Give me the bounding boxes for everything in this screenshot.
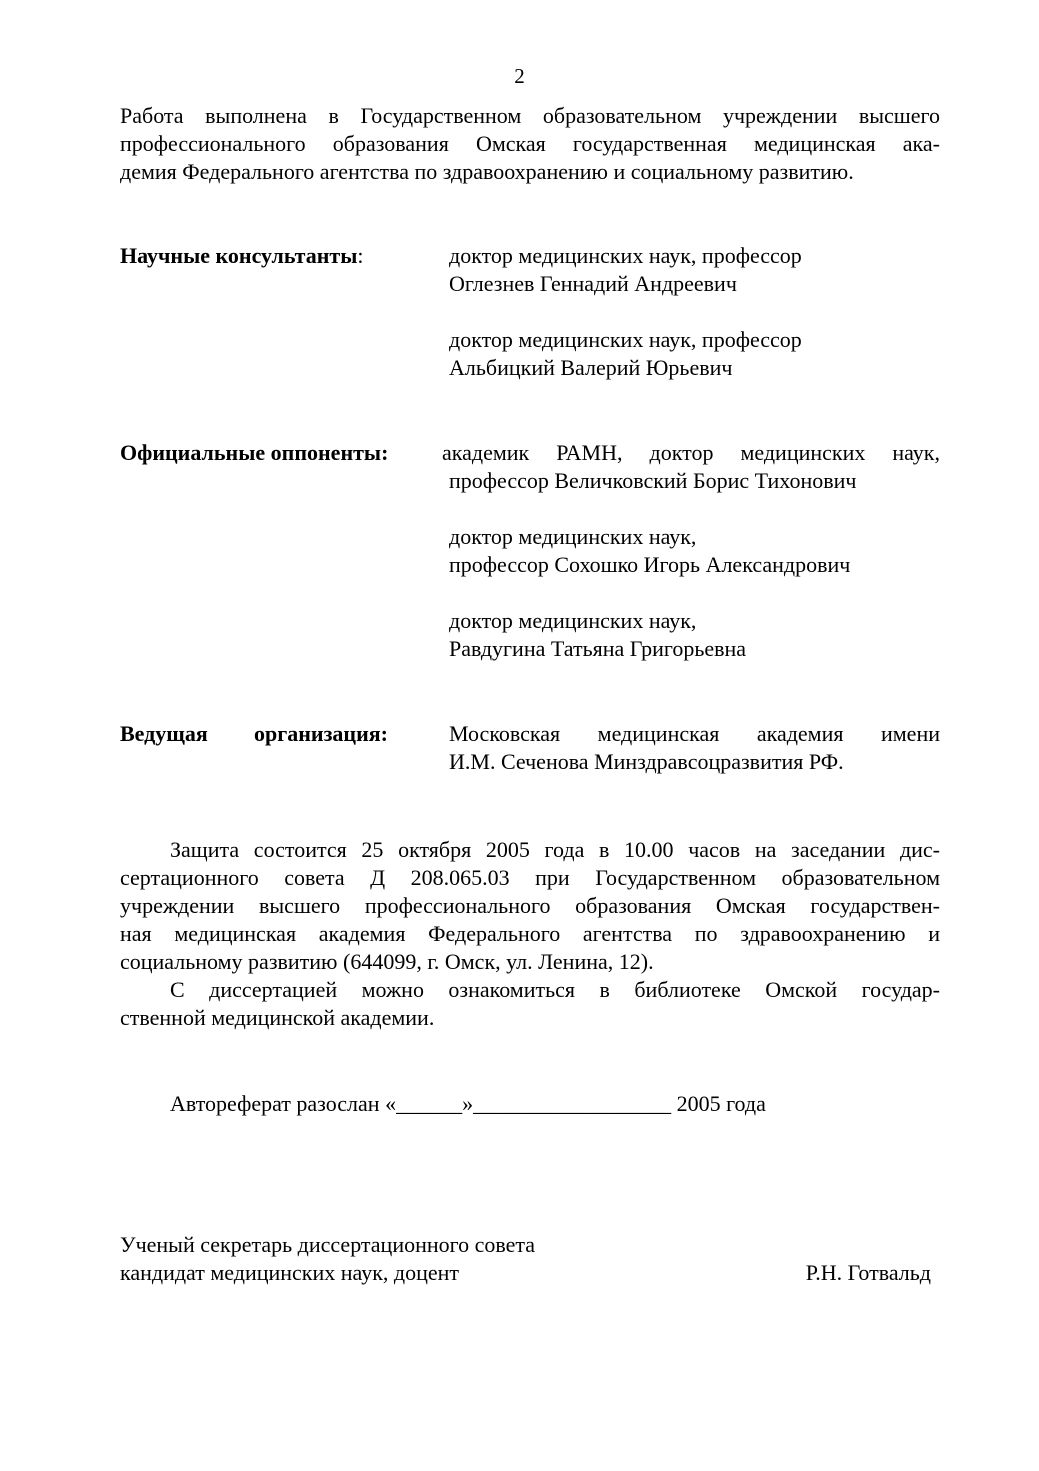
intro-line: профессионального образования Омская государственная медицинская ака- [120, 131, 940, 156]
consultants-label: Научные консультанты [120, 243, 358, 268]
consultant-name: Оглезнев Геннадий Андреевич [449, 271, 737, 296]
opponent-degree: доктор медицинских наук, [449, 608, 697, 633]
defense-line: Защита состоится 25 октября 2005 года в 10.00 часов на заседании дис- [170, 837, 940, 862]
leading-org-label: Ведущая организация: [120, 721, 388, 746]
opponents-first-row [120, 439, 940, 467]
defense-paragraph [120, 836, 940, 1032]
opponent-entry [449, 467, 940, 495]
mailed-line: Автореферат разослан «______»__________________ 2005 года [170, 1091, 766, 1116]
consultant-entry [449, 326, 940, 382]
opponent-name: профессор Величковский Борис Тихонович [449, 468, 857, 493]
library-line: С диссертацией можно ознакомиться в библиотеке Омской государ- [170, 977, 940, 1002]
leading-org-line: Московская медицинская академия имени [449, 721, 940, 746]
opponent-degree: доктор медицинских наук, [449, 524, 697, 549]
consultant-degree: доктор медицинских наук, профессор [449, 327, 802, 352]
opponent-entry [449, 523, 940, 579]
secretary-title: Ученый секретарь диссертационного совета [120, 1232, 536, 1257]
opponent-name: Равдугина Татьяна Григорьевна [449, 636, 747, 661]
page-number: 2 [514, 64, 525, 88]
opponent-name: профессор Сохошко Игорь Александрович [449, 552, 851, 577]
defense-line: учреждении высшего профессионального образования Омская государствен- [120, 893, 940, 918]
leading-org-label-row [120, 720, 420, 748]
defense-line: социальному развитию (644099, г. Омск, ул. Ленина, 12). [120, 949, 654, 974]
secretary-name: Р.Н. Готвальд [805, 1260, 931, 1285]
intro-paragraph [120, 102, 940, 186]
intro-line: демия Федерального агентства по здравоохранению и социальному развитию. [120, 159, 854, 184]
consultant-name: Альбицкий Валерий Юрьевич [449, 355, 733, 380]
consultant-entry [449, 242, 940, 298]
secretary-degree: кандидат медицинских наук, доцент [120, 1260, 460, 1285]
opponent-entry [449, 607, 940, 663]
leading-org-line: И.М. Сеченова Минздравсоцразвития РФ. [449, 749, 844, 774]
defense-line: сертационного совета Д 208.065.03 при Государственном образовательном [120, 865, 940, 890]
opponents-label: Официальные оппоненты: [120, 440, 389, 465]
library-line: ственной медицинской академии. [120, 1005, 435, 1030]
leading-org-entry [449, 720, 940, 776]
consultant-degree: доктор медицинских наук, профессор [449, 243, 802, 268]
consultants-colon: : [357, 243, 364, 268]
defense-line: ная медицинская академия Федерального агентства по здравоохранению и [120, 921, 940, 946]
intro-line: Работа выполнена в Государственном образовательном учреждении высшего [120, 103, 940, 128]
opponent-degree: академик РАМН, доктор медицинских наук, [442, 440, 940, 465]
